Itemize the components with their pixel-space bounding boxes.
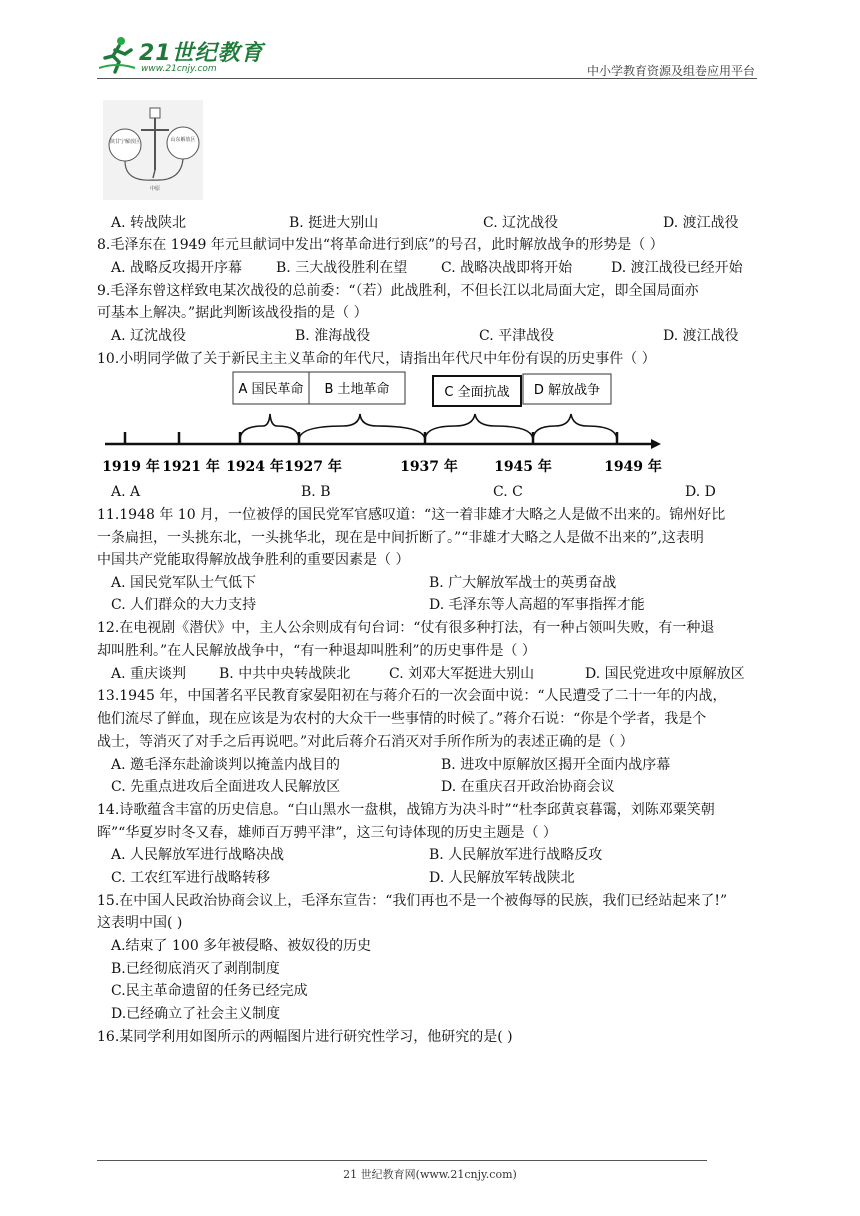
platform-name: 中小学教育资源及组卷应用平台: [586, 64, 755, 78]
q9-stem-line2: 可基本上解决。”据此判断该战役指的是（ ）: [97, 305, 368, 321]
q11-stem-line3: 中国共产党能取得解放战争胜利的重要因素是（ ）: [97, 552, 410, 568]
q10-option-b[interactable]: B. B: [301, 484, 331, 500]
q8-option-d[interactable]: D. 渡江战役已经开始: [611, 260, 743, 276]
q7-map-figure: [103, 100, 203, 200]
q13-options-row2: [111, 776, 761, 798]
q13-stem-line3: 战士，等消灭了对手之后再说吧。”对此后蒋介石消灭对手所作所为的表述正确的是（ ）: [97, 734, 634, 750]
q14-stem-line1: 14.诗歌蕴含丰富的历史信息。“白山黑水一盘棋，战锦方为决斗时”“杜李邱黄哀暮霭，刘陈邓粟笑朝: [97, 802, 715, 818]
q10-timeline: [103, 368, 663, 480]
q10-option-c[interactable]: C. C: [493, 484, 523, 500]
q13-option-a[interactable]: A. 邀毛泽东赴渝谈判以掩盖内战目的: [111, 757, 341, 773]
q7-option-b[interactable]: B. 挺进大别山: [289, 215, 379, 231]
logo-text: 21世纪教育: [139, 41, 264, 66]
year-1937: 1937 年: [400, 459, 458, 475]
q11-option-c[interactable]: C. 人们群众的大力支持: [111, 597, 257, 613]
figure-right-label: 山东解放区: [170, 137, 196, 143]
q11-option-b[interactable]: B. 广大解放军战士的英勇奋战: [429, 575, 617, 591]
q9-option-b[interactable]: B. 淮海战役: [295, 328, 371, 344]
q13-stem-line2: 他们流尽了鲜血，现在应该是为农村的大众干一些事情的时候了。”蒋介石说：“你是个学者，我是个: [97, 711, 707, 727]
q8-stem: 8.毛泽东在 1949 年元旦献词中发出“将革命进行到底”的号召，此时解放战争的形势是（ ）: [97, 237, 664, 253]
logo-url: www.21cnjy.com: [141, 64, 217, 74]
timeline-label-d: D 解放战争: [533, 383, 601, 398]
year-1927: 1927 年: [284, 459, 342, 475]
timeline-label-b: B 土地革命: [324, 382, 390, 397]
year-1919: 1919 年: [103, 459, 160, 475]
page-header: [97, 30, 757, 80]
q16-stem: 16.某同学利用如图所示的两幅图片进行研究性学习，他研究的是( ): [97, 1029, 513, 1045]
q13-option-d[interactable]: D. 在重庆召开政治协商会议: [441, 779, 615, 795]
q11-stem-line1: 11.1948 年 10 月，一位被俘的国民党军官感叹道：“这一着非雄才大略之人是做不出来的。锦州好比: [97, 507, 726, 523]
q14-option-d[interactable]: D. 人民解放军转战陕北: [429, 870, 575, 886]
q11-option-d[interactable]: D. 毛泽东等人高超的军事指挥才能: [429, 597, 645, 613]
q14-stem-line2: 晖”“华夏岁时冬又春，雄师百万骋平津”，这三句诗体现的历史主题是（ ）: [97, 825, 557, 841]
header-divider: [97, 78, 757, 79]
q12-option-b[interactable]: B. 中共中央转战陕北: [219, 666, 351, 682]
q11-option-a[interactable]: A. 国民党军队士气低下: [111, 575, 257, 591]
q8-options: [111, 257, 761, 279]
q10-stem: 10.小明同学做了关于新民主主义革命的年代尺，请指出年代尺中年份有误的历史事件（ ）: [97, 351, 656, 367]
runner-icon: [97, 34, 137, 74]
q14-options-row2: [111, 867, 761, 889]
q8-option-c[interactable]: C. 战略决战即将开始: [441, 260, 573, 276]
q10-option-a[interactable]: A. A: [111, 484, 141, 500]
q11-options-row2: [111, 594, 761, 616]
year-1924: 1924 年: [226, 459, 284, 475]
q12-stem-line2: 却叫胜利。”在人民解放战争中，“有一种退却叫胜利”的历史事件是（ ）: [97, 643, 536, 659]
year-1949: 1949 年: [604, 459, 662, 475]
q15-stem-line2: 这表明中国( ): [97, 915, 183, 931]
site-logo: [97, 34, 267, 76]
q15-option-c[interactable]: C.民主革命遗留的任务已经完成: [111, 983, 308, 999]
q12-option-c[interactable]: C. 刘邓大军挺进大别山: [389, 666, 535, 682]
q11-options-row1: [111, 572, 761, 594]
q13-options-row1: [111, 754, 761, 776]
q9-option-d[interactable]: D. 渡江战役: [663, 328, 739, 344]
footer-divider: [97, 1160, 707, 1161]
q12-option-d[interactable]: D. 国民党进攻中原解放区: [585, 666, 745, 682]
q15-stem-line1: 15.在中国人民政治协商会议上，毛泽东宣告：“我们再也不是一个被侮辱的民族，我们已经站起来了!”: [97, 893, 728, 909]
q9-option-c[interactable]: C. 平津战役: [479, 328, 555, 344]
q12-stem-line1: 12.在电视剧《潜伏》中，主人公余则成有句台词：“仗有很多种打法，有一种占领叫失败，有一种退: [97, 620, 715, 636]
q12-options: [111, 663, 761, 685]
figure-left-label: 陕甘宁解放区: [109, 139, 141, 145]
q14-option-b[interactable]: B. 人民解放军进行战略反攻: [429, 847, 603, 863]
q14-option-c[interactable]: C. 工农红军进行战略转移: [111, 870, 271, 886]
q10-options: [111, 481, 761, 503]
q9-stem-line1: 9.毛泽东曾这样致电某次战役的总前委：“（若）此战胜利，不但长江以北局面大定，即全国局面亦: [97, 283, 699, 299]
q13-stem-line1: 13.1945 年，中国著名平民教育家晏阳初在与蒋介石的一次会面中说：“人民遭受了二十一年的内战，: [97, 688, 727, 704]
q7-option-a[interactable]: A. 转战陕北: [111, 215, 187, 231]
q12-option-a[interactable]: A. 重庆谈判: [111, 666, 187, 682]
q13-option-b[interactable]: B. 进攻中原解放区揭开全面内战序幕: [441, 757, 671, 773]
q7-option-c[interactable]: C. 辽沈战役: [483, 215, 559, 231]
q11-stem-line2: 一条扁担，一头挑东北，一头挑华北，现在是中间折断了。”“非雄才大略之人是做不出来的”,这表明: [97, 530, 704, 546]
q8-option-b[interactable]: B. 三大战役胜利在望: [276, 260, 408, 276]
q9-option-a[interactable]: A. 辽沈战役: [111, 328, 187, 344]
page-footer[interactable]: 21 世纪教育网(www.21cnjy.com): [343, 1168, 517, 1181]
q14-option-a[interactable]: A. 人民解放军进行战略决战: [111, 847, 285, 863]
q10-option-d[interactable]: D. D: [685, 484, 716, 500]
q9-options: [111, 325, 761, 347]
year-1945: 1945 年: [494, 459, 552, 475]
q15-option-b[interactable]: B.已经彻底消灭了剥削制度: [111, 961, 280, 977]
q15-option-d[interactable]: D.已经确立了社会主义制度: [111, 1006, 281, 1022]
q7-option-d[interactable]: D. 渡江战役: [663, 215, 739, 231]
q14-options-row1: [111, 844, 761, 866]
timeline-label-a: A 国民革命: [238, 382, 304, 397]
figure-bottom-label: 中原: [149, 186, 161, 192]
q15-option-a[interactable]: A.结束了 100 多年被侵略、被奴役的历史: [111, 938, 372, 954]
year-1921: 1921 年: [162, 459, 220, 475]
q8-option-a[interactable]: A. 战略反攻揭开序幕: [111, 260, 243, 276]
q13-option-c[interactable]: C. 先重点进攻后全面进攻人民解放区: [111, 779, 341, 795]
q7-options: [111, 212, 761, 234]
timeline-label-c: C 全面抗战: [444, 385, 510, 400]
